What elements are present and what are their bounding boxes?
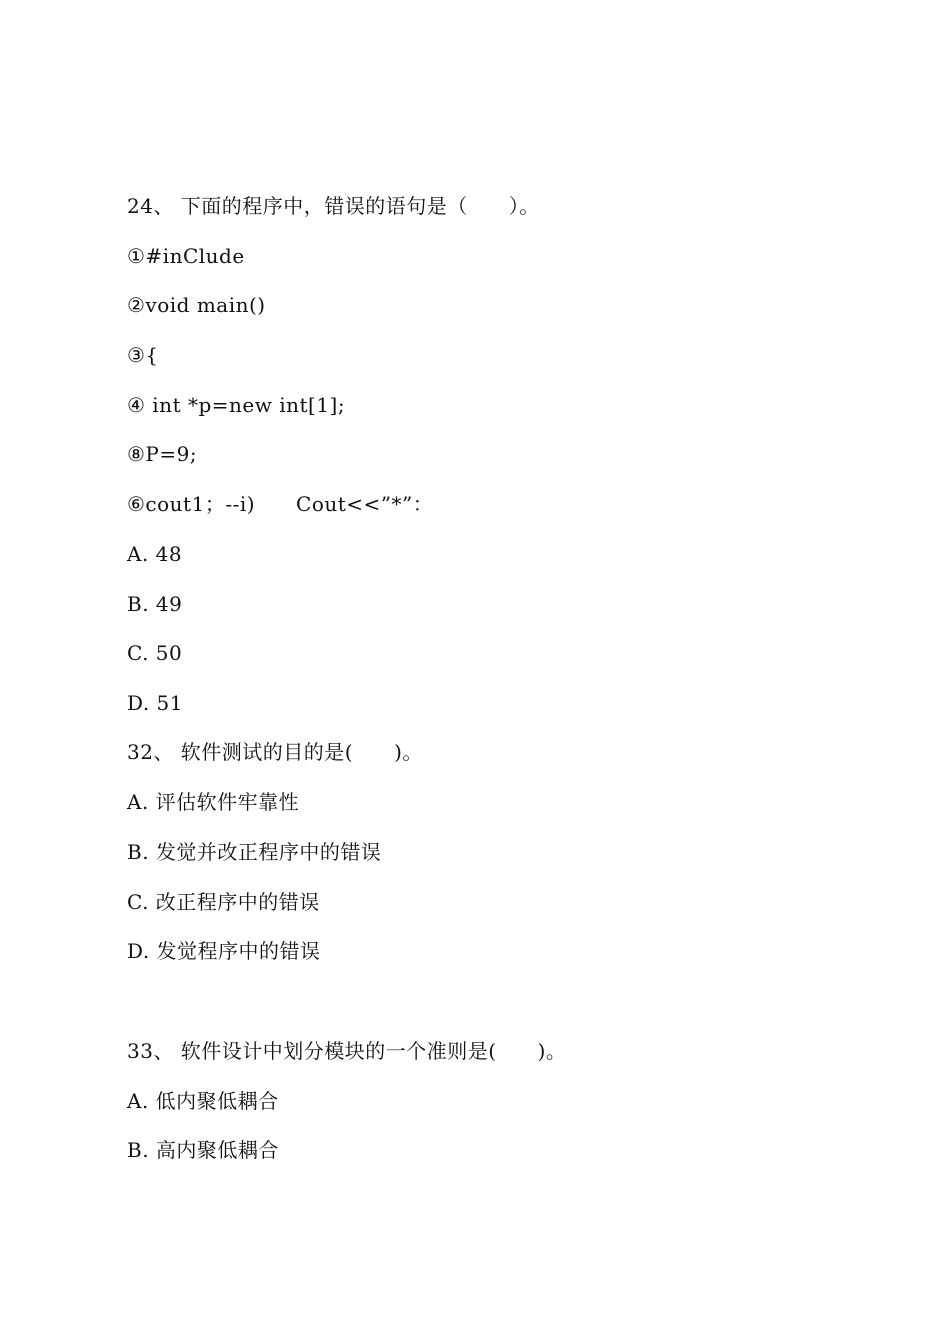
- question-24-option-d: D. 51: [127, 691, 183, 715]
- code-line-3: ③{: [127, 343, 159, 367]
- question-32-option-a: A. 评估软件牢靠性: [127, 790, 300, 814]
- code-line-1: ①#inClude: [127, 244, 245, 268]
- question-24-option-a: A. 48: [127, 542, 183, 566]
- question-24-option-b: B. 49: [127, 592, 183, 616]
- question-24-option-c: C. 50: [127, 641, 183, 665]
- question-32-stem: 32、 软件测试的目的是( )。: [127, 740, 423, 764]
- question-32-option-c: C. 改正程序中的错误: [127, 890, 320, 914]
- question-33-option-b: B. 高内聚低耦合: [127, 1138, 279, 1162]
- code-line-5: ⑧P=9;: [127, 442, 198, 466]
- question-32-option-b: B. 发觉并改正程序中的错误: [127, 840, 382, 864]
- code-line-4: ④ int *p=new int[1];: [127, 393, 346, 417]
- question-24-stem: 24、 下面的程序中，错误的语句是（ ）。: [127, 194, 540, 218]
- question-32-option-d: D. 发觉程序中的错误: [127, 939, 321, 963]
- question-33-stem: 33、 软件设计中划分模块的一个准则是( )。: [127, 1039, 567, 1063]
- question-33-option-a: A. 低内聚低耦合: [127, 1089, 279, 1113]
- code-line-6: ⑥cout1；--i) Cout<<”*”：: [127, 492, 434, 516]
- code-line-2: ②void main(): [127, 293, 266, 317]
